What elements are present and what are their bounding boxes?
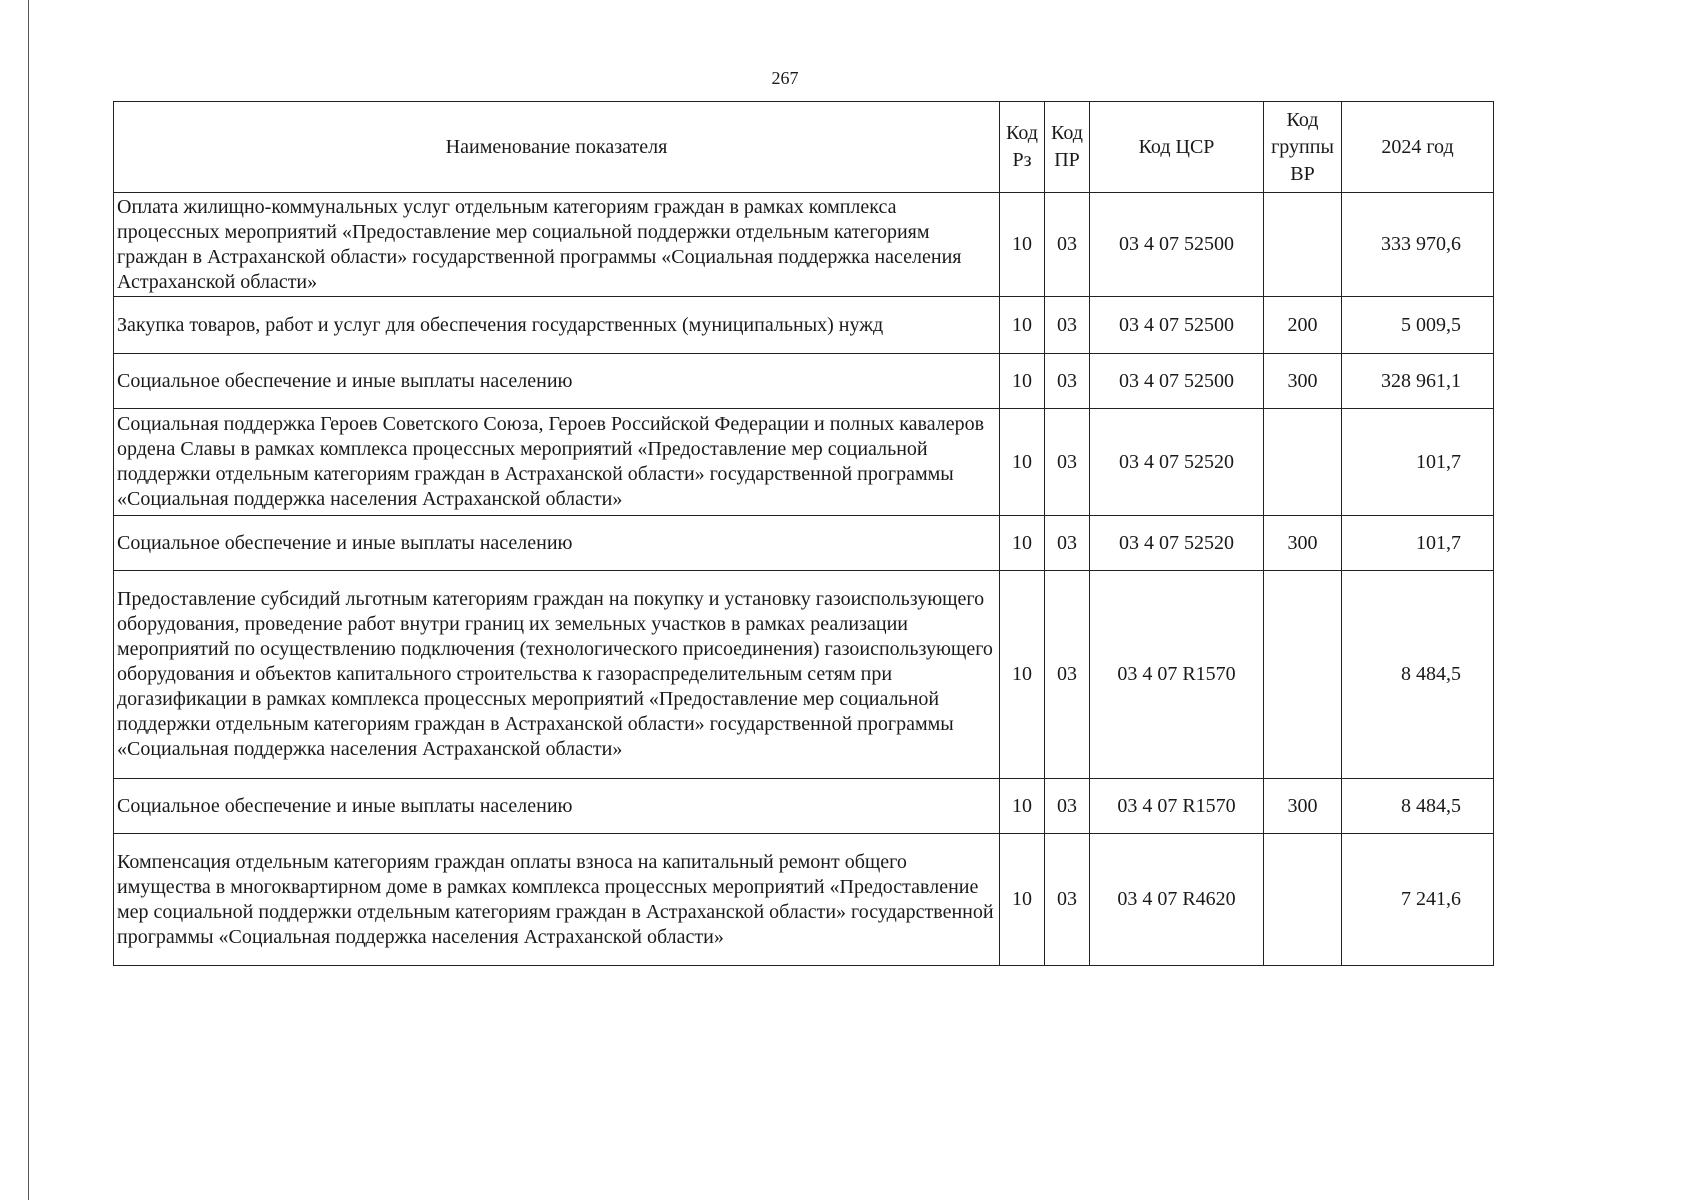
row-csr: 03 4 07 52500 [1090, 297, 1264, 354]
row-amount: 7 241,6 [1342, 834, 1494, 966]
table-body [114, 193, 1494, 966]
header-name: Наименование показателя [114, 102, 1000, 193]
header-rz: Код Рз [1000, 102, 1045, 193]
row-vr: 300 [1264, 779, 1342, 834]
table-row [114, 834, 1494, 966]
row-amount: 333 970,6 [1342, 193, 1494, 297]
row-pr: 03 [1045, 297, 1090, 354]
row-vr [1264, 571, 1342, 779]
row-rz: 10 [1000, 193, 1045, 297]
row-amount: 328 961,1 [1342, 354, 1494, 409]
header-vr: Код группы ВР [1264, 102, 1342, 193]
row-rz: 10 [1000, 516, 1045, 571]
row-csr: 03 4 07 52500 [1090, 354, 1264, 409]
table-row [114, 779, 1494, 834]
table-row [114, 297, 1494, 354]
row-vr [1264, 834, 1342, 966]
row-csr: 03 4 07 R1570 [1090, 779, 1264, 834]
row-name: Оплата жилищно-коммунальных услуг отдельным категориям граждан в рамках комплекса процессных мероприятий «Предоставление мер социальной поддержки отдельным категориям граждан в Астраханской области» государственной программы «Социальная поддержка населения Астраханской области» [114, 193, 1000, 297]
row-rz: 10 [1000, 354, 1045, 409]
row-name: Компенсация отдельным категориям граждан оплаты взноса на капитальный ремонт общего имущества в многоквартирном доме в рамках комплекса процессных мероприятий «Предоставление мер социальной поддержки отдельным категориям граждан в Астраханской области» государственной программы «Социальная поддержка населения Астраханской области» [114, 834, 1000, 966]
header-pr: Код ПР [1045, 102, 1090, 193]
row-name: Социальное обеспечение и иные выплаты населению [114, 516, 1000, 571]
header-year: 2024 год [1342, 102, 1494, 193]
row-vr: 300 [1264, 516, 1342, 571]
row-amount: 101,7 [1342, 516, 1494, 571]
row-rz: 10 [1000, 571, 1045, 779]
row-rz: 10 [1000, 779, 1045, 834]
page-number: 267 [771, 68, 799, 88]
budget-table [113, 101, 1494, 966]
row-pr: 03 [1045, 571, 1090, 779]
row-amount: 5 009,5 [1342, 297, 1494, 354]
table-row [114, 409, 1494, 516]
table-row [114, 571, 1494, 779]
row-rz: 10 [1000, 834, 1045, 966]
row-name: Социальное обеспечение и иные выплаты населению [114, 354, 1000, 409]
row-name: Социальная поддержка Героев Советского Союза, Героев Российской Федерации и полных кавалеров ордена Славы в рамках комплекса процессных мероприятий «Предоставление мер социальной поддержки отдельным категориям граждан в Астраханской области» государственной программы «Социальная поддержка населения Астраханской области» [114, 409, 1000, 516]
row-name: Закупка товаров, работ и услуг для обеспечения государственных (муниципальных) нужд [114, 297, 1000, 354]
row-vr: 300 [1264, 354, 1342, 409]
header-row [114, 102, 1494, 193]
row-pr: 03 [1045, 779, 1090, 834]
table-row [114, 193, 1494, 297]
row-amount: 8 484,5 [1342, 571, 1494, 779]
row-amount: 8 484,5 [1342, 779, 1494, 834]
header-csr: Код ЦСР [1090, 102, 1264, 193]
row-pr: 03 [1045, 834, 1090, 966]
row-csr: 03 4 07 R4620 [1090, 834, 1264, 966]
row-pr: 03 [1045, 354, 1090, 409]
row-csr: 03 4 07 52520 [1090, 409, 1264, 516]
row-vr [1264, 409, 1342, 516]
row-vr [1264, 193, 1342, 297]
table-row [114, 354, 1494, 409]
row-csr: 03 4 07 R1570 [1090, 571, 1264, 779]
table-header [114, 102, 1494, 193]
row-csr: 03 4 07 52520 [1090, 516, 1264, 571]
binding-margin-line [28, 0, 29, 1200]
row-name: Предоставление субсидий льготным категориям граждан на покупку и установку газоиспользующего оборудования, проведение работ внутри границ их земельных участков в рамках реализации мероприятий по осуществлению подключения (технологического присоединения) газоиспользующего оборудования и объектов капитального строительства к газораспределительным сетям при догазификации в рамках комплекса процессных мероприятий «Предоставление мер социальной поддержки отдельным категориям граждан в Астраханской области» государственной программы «Социальная поддержка населения Астраханской области» [114, 571, 1000, 779]
row-rz: 10 [1000, 297, 1045, 354]
row-amount: 101,7 [1342, 409, 1494, 516]
row-name: Социальное обеспечение и иные выплаты населению [114, 779, 1000, 834]
row-pr: 03 [1045, 409, 1090, 516]
row-pr: 03 [1045, 193, 1090, 297]
row-pr: 03 [1045, 516, 1090, 571]
row-csr: 03 4 07 52500 [1090, 193, 1264, 297]
row-rz: 10 [1000, 409, 1045, 516]
table-row [114, 516, 1494, 571]
row-vr: 200 [1264, 297, 1342, 354]
